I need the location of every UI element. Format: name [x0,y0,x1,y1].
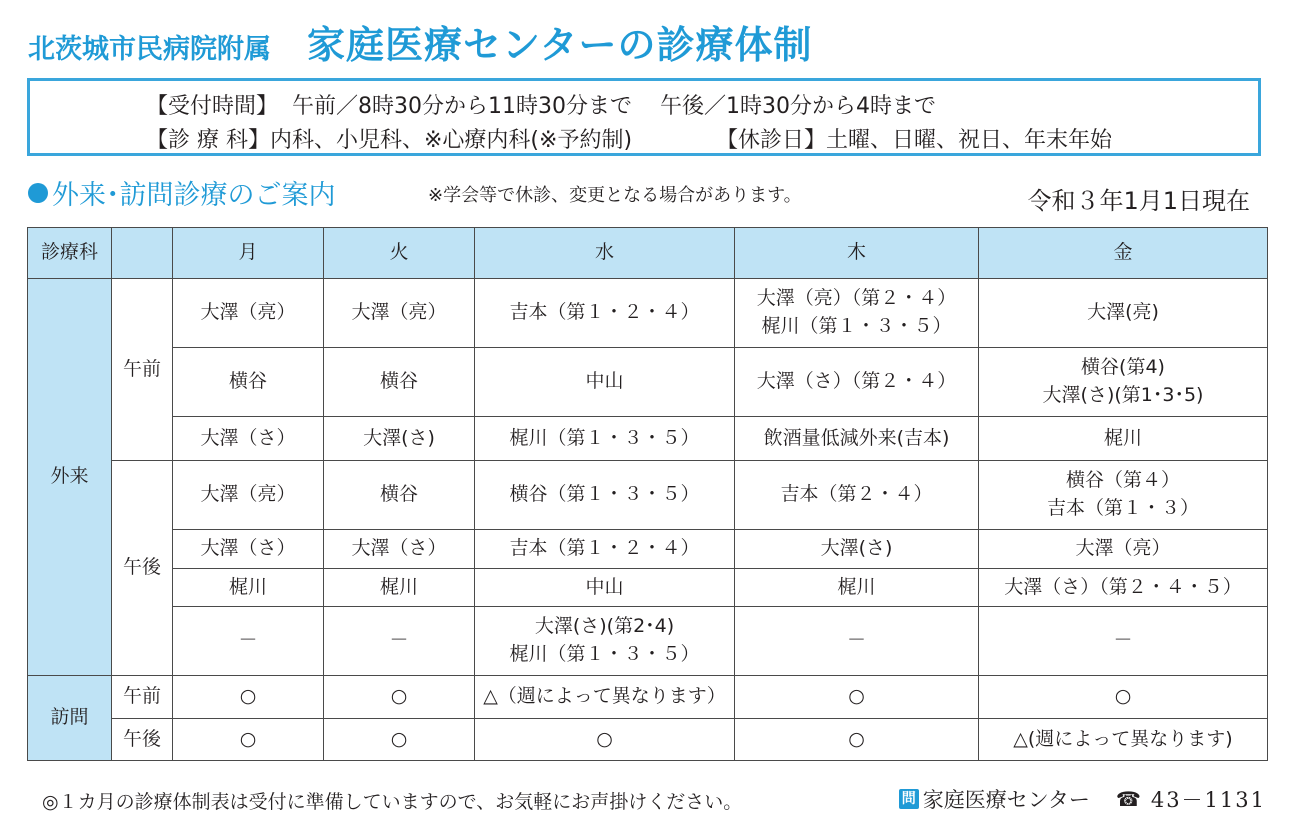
page-title-row [28,14,812,70]
schedule-cell-line: 梶川（第１・３・５） [761,315,952,337]
contact-info [899,784,1266,814]
schedule-cell [324,719,475,761]
schedule-cell-line: 中山 [585,575,624,598]
departments: 【診 療 科】内科、小児科、※心療内科(※予約制) [146,128,633,153]
header-department: 診療科 [28,228,112,279]
schedule-cell [735,607,979,676]
schedule-cell-line: 横谷 [379,370,418,393]
schedule-cell-line: ○ [239,685,257,708]
schedule-cell-line: 飲酒量低減外来(吉本) [763,426,950,449]
table-row [28,719,1268,761]
hospital-name: 北茨城市民病院附属 [28,34,271,65]
schedule-cell-line: 大澤（亮）（第２・４） [756,287,957,310]
schedule-cell [735,417,979,461]
table-row [28,607,1268,676]
schedule-cell [475,461,735,530]
schedule-cell [324,417,475,461]
schedule-cell [979,417,1268,461]
schedule-cell-line: － [389,629,409,652]
schedule-cell [735,676,979,719]
schedule-cell [475,530,735,569]
section-heading [28,173,336,212]
reception-pm: 午後／1時30分から4時まで [660,94,936,119]
schedule-cell-line: △（週によって異なります） [483,685,726,708]
header-thu: 木 [735,228,979,279]
header-wed: 水 [475,228,735,279]
schedule-cell-line: － [238,629,258,652]
schedule-cell-line: 梶川 [837,575,876,598]
schedule-cell [979,279,1268,348]
am-label: 午前 [112,279,173,461]
visit-pm-label: 午後 [112,719,173,761]
schedule-cell [173,461,324,530]
schedule-cell [475,348,735,417]
schedule-cell [979,569,1268,607]
outpatient-label: 外来 [28,279,112,676]
schedule-cell-line: 大澤（さ） [351,537,447,560]
pm-label: 午後 [112,461,173,676]
schedule-cell [979,348,1268,417]
schedule-cell-line: 大澤（亮） [200,301,296,324]
schedule-cell [173,607,324,676]
phone-icon: ☎ [1115,787,1141,811]
schedule-cell [173,676,324,719]
visit-label: 訪問 [28,676,112,761]
contact-name: 家庭医療センター [922,788,1090,812]
schedule-cell [324,279,475,348]
schedule-cell-line: ○ [390,685,408,708]
schedule-cell-line: 横谷 [228,370,267,393]
table-row [28,569,1268,607]
bullet-icon [28,183,48,203]
header-fri: 金 [979,228,1268,279]
table-row [28,279,1268,348]
schedule-cell [173,279,324,348]
schedule-cell [979,676,1268,719]
schedule-cell-line: ○ [596,727,613,750]
schedule-cell [173,417,324,461]
table-row [28,676,1268,719]
schedule-cell-line: 横谷（第４） [1065,469,1180,492]
schedule-cell-line: ○ [848,685,865,708]
schedule-cell-line: ○ [1114,685,1132,708]
schedule-cell-line: △(週によって異なります) [1013,727,1233,750]
page-title: 家庭医療センターの診療体制 [307,23,813,67]
table-row [28,461,1268,530]
visit-am-label: 午前 [112,676,173,719]
section-note: ※学会等で休診、変更となる場合があります。 [428,185,802,206]
closed-days: 【休診日】土曜、日曜、祝日、年末年始 [716,128,1113,153]
header-blank [112,228,173,279]
schedule-cell-line: 横谷（第１・３・５） [509,483,700,506]
schedule-cell [475,719,735,761]
schedule-cell-line: 吉本（第１・２・４） [509,301,700,324]
schedule-cell [735,461,979,530]
schedule-cell [324,607,475,676]
schedule-cell-line: 大澤（亮） [351,301,447,324]
schedule-cell [173,569,324,607]
schedule-cell-line: 横谷(第4) [1081,356,1165,379]
schedule-cell [735,348,979,417]
schedule-cell [475,569,735,607]
reception-hours [146,89,936,120]
table-row [28,348,1268,417]
header-tue: 火 [324,228,475,279]
reception-label: 【受付時間】 [146,94,279,119]
schedule-cell-line: 大澤（さ）（第２・４） [756,370,957,393]
header-mon: 月 [173,228,324,279]
schedule-cell-line: 梶川 [1103,426,1142,449]
schedule-cell-line: ○ [848,727,865,750]
schedule-cell [735,569,979,607]
schedule-cell-line: 横谷 [379,483,418,506]
table-row [28,417,1268,461]
schedule-cell [475,417,735,461]
schedule-cell [979,607,1268,676]
reception-am: 午前／8時30分から11時30分まで [292,94,632,119]
schedule-cell [735,279,979,348]
table-row [28,530,1268,569]
schedule-cell-line: 大澤(亮) [1087,301,1159,324]
table-header-row [28,228,1268,279]
schedule-cell [979,461,1268,530]
schedule-cell-line: 大澤(さ)(第1･3･5) [1042,384,1204,406]
schedule-cell [324,461,475,530]
section-title: 外来･訪問診療のご案内 [52,180,336,211]
schedule-table [27,227,1268,761]
as-of-date: 令和３年1月1日現在 [1027,187,1250,215]
schedule-cell-line: 梶川 [379,575,418,598]
schedule-cell-line: 吉本（第２・４） [780,483,933,506]
schedule-cell [324,676,475,719]
schedule-cell-line: 大澤(さ) [363,426,435,449]
schedule-cell [324,569,475,607]
schedule-cell [173,348,324,417]
schedule-cell [324,348,475,417]
schedule-cell-line: － [1113,629,1133,652]
schedule-cell-line: 吉本（第１・３） [1046,497,1199,519]
schedule-cell [979,530,1268,569]
schedule-cell [735,719,979,761]
schedule-cell-line: － [846,629,866,652]
schedule-cell [173,530,324,569]
schedule-cell-line: 大澤（亮） [1075,537,1171,560]
schedule-cell-line: 大澤(さ) [820,537,893,560]
schedule-cell-line: 梶川（第１・３・５） [509,426,700,449]
phone-number: 43－1131 [1150,788,1266,812]
schedule-cell-line: 大澤（さ）（第２・４・５） [1004,575,1242,598]
schedule-cell [173,719,324,761]
schedule-cell-line: 大澤(さ)(第2･4) [534,615,675,638]
schedule-cell [735,530,979,569]
schedule-cell-line: 大澤（さ） [200,426,296,449]
schedule-cell-line: 大澤（さ） [200,537,296,560]
footer-note: ◎１カ月の診療体制表は受付に準備していますので、お気軽にお声掛けください。 [42,791,743,813]
schedule-cell [475,676,735,719]
inquiry-badge-icon: 問 [899,789,919,809]
schedule-cell-line: 吉本（第１・２・４） [509,537,700,560]
schedule-cell-line: 梶川 [228,575,267,598]
schedule-cell-line: ○ [239,727,257,750]
schedule-cell [979,719,1268,761]
schedule-cell-line: 大澤（亮） [200,483,296,506]
reception-info-box [27,78,1261,156]
schedule-cell [475,279,735,348]
schedule-cell-line: 中山 [585,370,624,393]
schedule-cell-line: ○ [390,727,408,750]
schedule-cell-line: 梶川（第１・３・５） [509,643,700,665]
schedule-cell [324,530,475,569]
schedule-cell [475,607,735,676]
